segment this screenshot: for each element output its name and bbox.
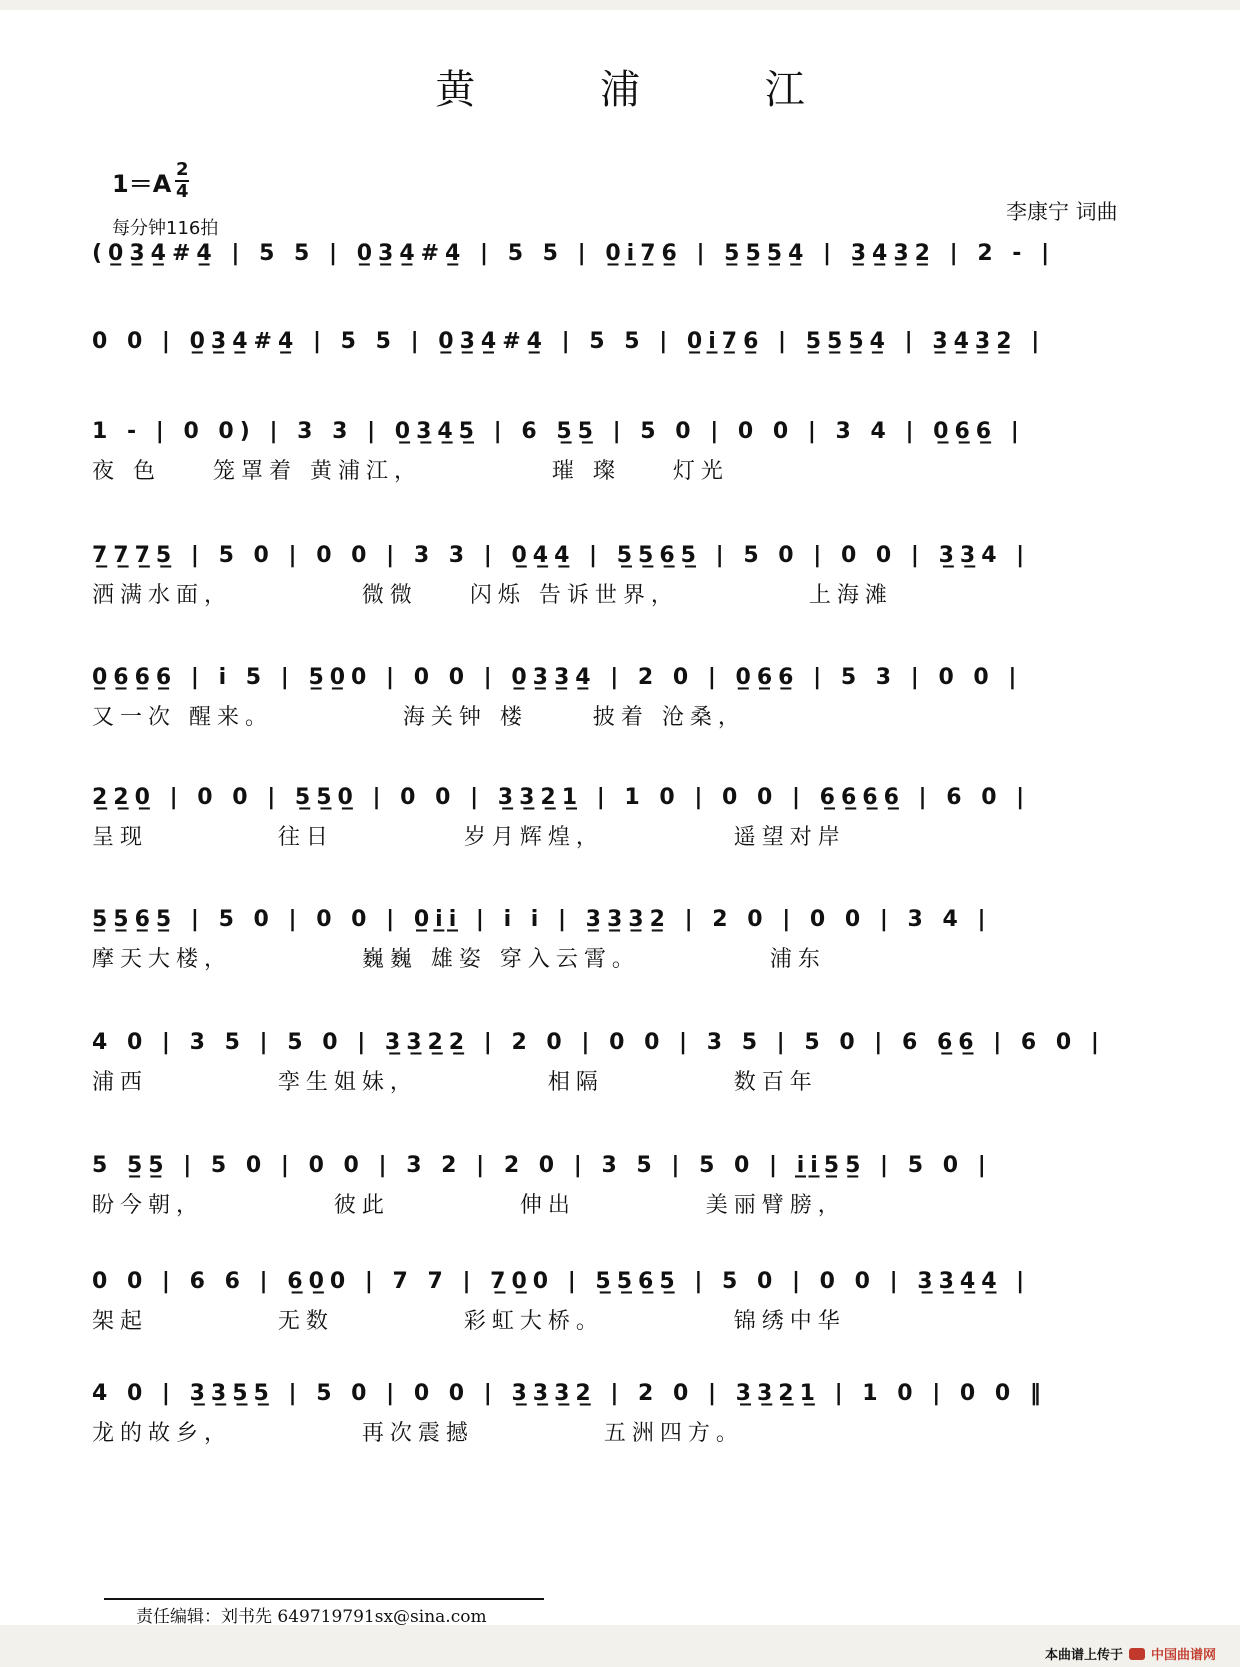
notes-text: 0 0 | 0̲3̲4̲#4̲ | 5 5 | 0̲3̲4̲#4̲ | 5 5 | 0̲i̲7̲6̲ | 5̲5̲5̲4̲ | 3̲4̲3̲2̲ | xyxy=(92,329,1046,354)
notes-text: 4 0 | 3̲3̲5̲5̲ | 5 0 | 0 0 | 3̲3̲3̲2̲ | 2 0 | 3̲3̲2̲1̲ | 1 0 | 0 0 ‖ xyxy=(92,1381,1047,1406)
score-row xyxy=(92,414,1152,484)
score-row xyxy=(92,1025,1152,1095)
lyric-line xyxy=(92,276,1152,306)
notes-text: 7̲7̲7̲5̲ | 5 0 | 0 0 | 3 3 | 0̲4̲4̲ | 5̲5̲6̲5̲ | 5 0 | 0 0 | 3̲3̲4 | xyxy=(92,543,1031,568)
score-row xyxy=(92,780,1152,850)
lyric-line xyxy=(92,1304,1152,1334)
score-row xyxy=(92,660,1152,730)
lyric-line xyxy=(92,578,1152,608)
notes-line xyxy=(92,414,1152,454)
notes-line xyxy=(92,1264,1152,1304)
notes-text: 2̲2̲0̲ | 0 0 | 5̲5̲0̲ | 0 0 | 3̲3̲2̲1̲ | 1 0 | 0 0 | 6̲6̲6̲6̲ | 6 0 | xyxy=(92,785,1031,810)
score-sheet xyxy=(0,10,1240,1625)
song-title: 黄 浦 江 xyxy=(435,67,861,113)
notes-text: 4 0 | 3 5 | 5 0 | 3̲3̲2̲2̲ | 2 0 | 0 0 | 3 5 | 5 0 | 6 6̲6̲ | 6 0 | xyxy=(92,1030,1105,1055)
lyric-line xyxy=(92,1416,1152,1446)
score-row xyxy=(92,1264,1152,1334)
notes-line xyxy=(92,1025,1152,1065)
score-row xyxy=(92,538,1152,608)
editor-credit: 责任编辑：刘书先 649719791sx@sina.com xyxy=(136,1607,487,1627)
notes-text: 0 0 | 6 6 | 6̲0̲0 | 7 7 | 7̲0̲0 | 5̲5̲6̲5̲ | 5 0 | 0 0 | 3̲3̲4̲4̲ | xyxy=(92,1269,1031,1294)
watermark-prefix: 本曲谱上传于 xyxy=(1044,1648,1123,1663)
notes-line xyxy=(92,236,1152,276)
time-signature xyxy=(175,160,189,202)
site-logo-icon xyxy=(1129,1648,1145,1660)
notes-line xyxy=(92,902,1152,942)
lyric-line xyxy=(92,942,1152,972)
lyric-text: 夜 色 笼罩着 黄浦江， 璀 璨 灯光 xyxy=(92,459,729,484)
score-row xyxy=(92,1148,1152,1218)
lyric-text: 架起 无数 彩虹大桥。 锦绣中华 xyxy=(92,1309,846,1334)
lyric-line xyxy=(92,1065,1152,1095)
notes-text: 5 5̲5̲ | 5 0 | 0 0 | 3 2 | 2 0 | 3 5 | 5 0 | i̲i̲5̲5̲ | 5 0 | xyxy=(92,1153,992,1178)
score-row xyxy=(92,1376,1152,1446)
key-label: 1＝A xyxy=(112,169,172,198)
score-row xyxy=(92,324,1152,394)
notes-text: 0̲6̲6̲6̲ | i 5 | 5̲0̲0 | 0 0 | 0̲3̲3̲4̲ | 2 0 | 0̲6̲6̲ | 5 3 | 0 0 | xyxy=(92,665,1023,690)
lyric-text: 龙的故乡， 再次震撼 五洲四方。 xyxy=(92,1421,744,1446)
watermark-brand: 中国曲谱网 xyxy=(1150,1648,1216,1663)
footer-rule xyxy=(104,1598,544,1600)
lyric-line xyxy=(92,700,1152,730)
notes-line xyxy=(92,1148,1152,1188)
lyric-text: 又一次 醒来。 海关钟 楼 披着 沧桑， xyxy=(92,705,746,730)
score-row xyxy=(92,902,1152,972)
score-row xyxy=(92,236,1152,306)
lyric-line xyxy=(92,820,1152,850)
notes-text: (0̲3̲4̲#4̲ | 5 5 | 0̲3̲4̲#4̲ | 5 5 | 0̲i̲7̲6̲ | 5̲5̲5̲4̲ | 3̲4̲3̲2̲ | 2 - | xyxy=(92,241,1056,266)
lyric-text: 摩天大楼， 巍巍 雄姿 穿入云霄。 浦东 xyxy=(92,947,826,972)
notes-line xyxy=(92,538,1152,578)
notes-line xyxy=(92,780,1152,820)
lyric-text: 呈现 往日 岁月辉煌， 遥望对岸 xyxy=(92,825,846,850)
lyric-text: 洒满水面， 微微 闪烁 告诉世界， 上海滩 xyxy=(92,583,893,608)
notes-line xyxy=(92,1376,1152,1416)
key-signature xyxy=(112,160,189,202)
notes-text: 1 - | 0 0) | 3 3 | 0̲3̲4̲5̲ | 6 5̲5̲ | 5 0 | 0 0 | 3 4 | 0̲6̲6̲ | xyxy=(92,419,1025,444)
tempo-marking: 每分钟116拍 xyxy=(112,218,219,239)
lyric-line xyxy=(92,1188,1152,1218)
notes-line xyxy=(92,324,1152,364)
author-credit: 李康宁 词曲 xyxy=(1006,200,1118,224)
time-signature-top: 2 xyxy=(176,159,189,180)
lyric-line xyxy=(92,454,1152,484)
lyric-text: 盼今朝， 彼此 伸出 美丽臂膀， xyxy=(92,1193,846,1218)
notes-text: 5̲5̲6̲5̲ | 5 0 | 0 0 | 0̲i̲i̲ | i i | 3̲3̲3̲2̲ | 2 0 | 0 0 | 3 4 | xyxy=(92,907,992,932)
site-watermark xyxy=(1045,1644,1216,1663)
lyric-line xyxy=(92,364,1152,394)
lyric-text: 浦西 孪生姐妹， 相隔 数百年 xyxy=(92,1070,818,1095)
time-signature-bottom: 4 xyxy=(176,181,189,202)
notes-line xyxy=(92,660,1152,700)
